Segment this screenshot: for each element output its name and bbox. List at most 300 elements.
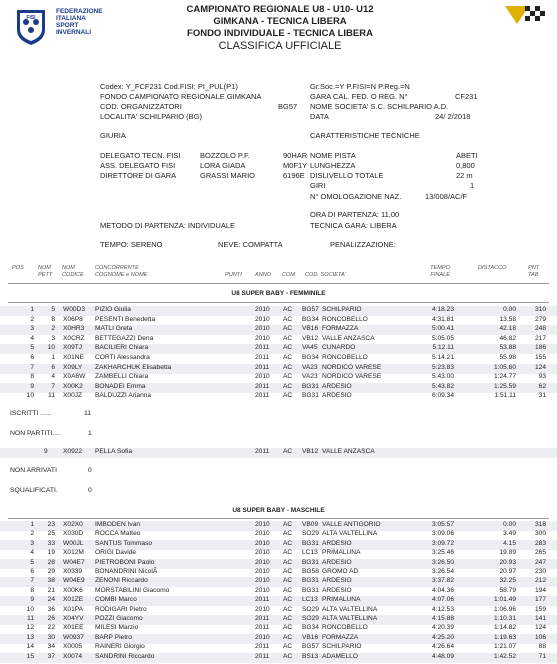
cell-name: BACILIERI Chiara <box>95 344 149 352</box>
col-societa: COD. SOCIETA' <box>305 272 346 278</box>
cell-soc-code: BG34 <box>302 315 319 323</box>
cell-pos: 6 <box>30 568 34 575</box>
cell-pett: 30 <box>47 633 55 641</box>
cell-distacco: 53.88 <box>499 344 516 352</box>
cell-pos: 5 <box>30 344 34 352</box>
cell-pos: 2 <box>30 315 34 323</box>
cell-codice: X01EE <box>63 624 84 632</box>
delegato-name: BOZZOLO P.F. <box>200 151 250 160</box>
cell-distacco: 1:21.07 <box>494 643 516 651</box>
cell-pett: 21 <box>47 586 55 594</box>
cell-distacco: 42.18 <box>499 325 516 333</box>
cell-anno: 2011 <box>255 596 270 604</box>
cell-tempo: 5:43.82 <box>432 382 454 390</box>
cell-codice: X01NE <box>63 354 84 361</box>
cell-pos: 9 <box>30 596 34 604</box>
cell-com: AC <box>283 392 293 400</box>
logo-text: FISI <box>26 15 36 21</box>
tempo-meteo: TEMPO: SERENO <box>100 240 163 249</box>
direttore-code: 6196E <box>283 171 305 180</box>
tecnica-gara: TECNICA GARA: LIBERA <box>310 221 397 230</box>
cell-pos: 2 <box>30 530 34 538</box>
cell-pnt: 212 <box>534 577 546 585</box>
cell-com: AC <box>283 596 293 604</box>
cell-anno: 2010 <box>255 568 270 575</box>
cell-anno: 2011 <box>255 382 270 390</box>
cell-soc-code: VA23 <box>302 363 318 371</box>
cell-anno: 2011 <box>255 344 270 352</box>
giuria: GIURIA <box>100 131 126 140</box>
cell-pett: 2 <box>51 325 55 333</box>
cell-com: AC <box>283 624 293 632</box>
cell-codice: X01PA <box>63 605 84 613</box>
cell-soc-name: CUNARDO <box>322 344 356 352</box>
cell-anno: 2010 <box>255 334 270 342</box>
cell-name: RODIGARI Pietro <box>95 605 147 613</box>
delegato-code: 90HAR <box>283 151 308 160</box>
cell-anno: 2011 <box>255 363 270 371</box>
cell-soc-code: BG34 <box>302 624 319 632</box>
table-row <box>0 354 557 364</box>
cell-pnt: 71 <box>538 652 546 660</box>
cell-soc-code: VA45 <box>302 344 318 352</box>
cell-pnt: 124 <box>534 363 546 371</box>
cell-anno: 2011 <box>255 624 270 632</box>
cell-tempo: 3:26.50 <box>432 558 454 566</box>
cell-pnt: 248 <box>534 325 546 333</box>
cod-org-value: BG57 <box>278 102 298 111</box>
cell-pnt: 217 <box>534 334 546 342</box>
cell-name: ORIGI Davide <box>95 549 137 557</box>
cell-soc-code: VB16 <box>302 633 319 641</box>
cell-distacco: 1:42.52 <box>494 652 516 660</box>
cell-soc-code: VA23 <box>302 373 318 381</box>
cell-name: PIZIO Giulia <box>95 306 131 313</box>
cell-name: PESENTI Benedetta <box>95 315 156 323</box>
cell-anno: 2010 <box>255 373 270 381</box>
giri-label: GIRI <box>310 181 326 190</box>
cell-distacco: 1:05.60 <box>494 363 516 371</box>
cell-soc-code: BG31 <box>302 577 319 585</box>
cell-tempo: 5:43.00 <box>432 373 454 381</box>
cell-pett: 1 <box>51 354 55 361</box>
cell-soc-name: RONCOBELLO <box>322 315 368 323</box>
dislivello-value: 22 m <box>456 171 473 180</box>
cell-name: SANTUS Tommaso <box>95 539 153 547</box>
cell-name: RAINERI Giorgio <box>95 643 145 651</box>
neve: NEVE: COMPATTA <box>218 240 283 249</box>
cell-distacco: 3.49 <box>503 530 516 538</box>
cell-pnt: 194 <box>534 586 546 594</box>
cell-tempo: 6:09.34 <box>432 392 454 400</box>
cell-soc-name: ALTA VALTELLINA <box>322 615 378 622</box>
cell-anno: 2010 <box>255 577 270 585</box>
cell-soc-name: ARDESIO <box>322 586 352 594</box>
cell-pos: 9 <box>30 382 34 390</box>
cell-distacco: 1:24.77 <box>494 373 516 381</box>
iscritti-value: 11 <box>84 410 92 417</box>
cell-com: AC <box>283 530 293 538</box>
cell-anno: 2010 <box>255 633 270 641</box>
cell-pos: 10 <box>26 392 34 400</box>
cell-com: AC <box>283 577 293 585</box>
cell-distacco: 1:10.31 <box>494 615 516 622</box>
ass-delegato-label: ASS. DELEGATO FISI <box>100 161 176 170</box>
cell-soc-name: GROMO AD <box>322 568 359 575</box>
cell-name: COMBI Marco <box>95 596 137 604</box>
cell-pett: 24 <box>47 596 55 604</box>
cell-codice: X00K2 <box>63 382 83 390</box>
cell-com: AC <box>283 643 293 651</box>
cell-pett: 28 <box>47 558 55 566</box>
cell-pett: 37 <box>47 652 55 660</box>
cell-pett: 33 <box>47 539 55 547</box>
cell-soc-code: BG31 <box>302 382 319 390</box>
title-line-3: FONDO INDIVIDUALE - TECNICA LIBERA <box>187 28 373 39</box>
cell-soc-code: BS13 <box>302 652 319 660</box>
nome-pista-value: ABETI <box>456 151 478 160</box>
cell-com: AC <box>283 539 293 547</box>
cell-com: AC <box>283 652 293 660</box>
cell-com: AC <box>283 568 293 575</box>
cell-distacco: 1:25.59 <box>494 382 516 390</box>
cell-pett: 5 <box>51 306 55 313</box>
cell-soc-name: FORMAZZA <box>322 633 359 641</box>
cell-tempo: 4:48.09 <box>432 652 454 660</box>
cell-tempo: 3:37.82 <box>432 577 454 585</box>
cell-pett: 7 <box>51 382 55 390</box>
cell-codice: W00D3 <box>63 306 85 313</box>
cell-pos: 14 <box>26 643 34 651</box>
cell-pett: 4 <box>51 373 55 381</box>
cell-pnt: 31 <box>538 392 546 400</box>
table-row <box>0 316 557 326</box>
col-com: COM <box>282 272 296 278</box>
nome-societa: NOME SOCIETA' S.C. SCHILPARIO A.D. <box>310 102 449 111</box>
cell-codice: X00JZ <box>63 392 83 400</box>
cell-anno: 2010 <box>255 549 270 557</box>
delegato-label: DELEGATO TECN. FISI <box>100 151 181 160</box>
cell-distacco: 20.93 <box>499 558 516 566</box>
cell-pnt: 88 <box>538 643 546 651</box>
non-partiti-row: 9 X0922 PELLA Sofia 2011 AC VB12 VALLE ANZASCA <box>0 448 557 458</box>
cell-anno: 2010 <box>255 521 270 528</box>
cell-distacco: 58.79 <box>499 586 516 594</box>
cell-tempo: 4:26.64 <box>432 643 454 651</box>
data-label: DATA <box>310 112 329 121</box>
cell-pnt: 159 <box>534 605 546 613</box>
cell-distacco: 20.97 <box>499 568 516 575</box>
non-partiti-label: NON PARTITI.... <box>10 430 60 437</box>
col-pos: POS <box>12 265 24 271</box>
cell-soc-code: BG31 <box>302 392 319 400</box>
cell-pos: 4 <box>30 549 34 557</box>
cell-name: SANDRINI Riccardo <box>95 652 155 660</box>
gara-value: CF231 <box>455 92 478 101</box>
cell-pnt: 106 <box>534 633 546 641</box>
cell-codice: X02X0 <box>63 521 83 528</box>
cell-pnt: 124 <box>534 624 546 632</box>
cell-soc-code: BG57 <box>302 643 319 651</box>
cell-soc-code: LC13 <box>302 596 318 604</box>
cell-com: AC <box>283 382 293 390</box>
cell-codice: X0A6W <box>63 373 86 381</box>
cod-org-label: COD. ORGANIZZATORI <box>100 102 182 111</box>
cell-soc-name: ARDESIO <box>322 577 352 585</box>
cell-pos: 10 <box>26 605 34 613</box>
cell-com: AC <box>283 334 293 342</box>
cell-pnt: 247 <box>534 558 546 566</box>
table-row <box>0 306 557 316</box>
cell-pett: 38 <box>47 577 55 585</box>
table-row <box>0 383 557 393</box>
cell-pett: 26 <box>47 615 55 622</box>
section-title-maschile: U8 SUPER BABY - MASCHILE <box>232 507 325 514</box>
cell-name: MILESI Marzio <box>95 624 139 632</box>
cell-soc-name: PRIMALUNA <box>322 596 361 604</box>
cell-soc-name: VALLE ANZASCA <box>322 334 375 342</box>
header-divider <box>8 283 549 284</box>
col-concorrente: CONCORRENTE COGNOME e NOME <box>95 265 148 278</box>
cell-tempo: 5:12.11 <box>432 344 454 352</box>
cell-pnt: 177 <box>534 596 546 604</box>
dislivello-label: DISLIVELLO TOTALE <box>310 171 384 180</box>
cell-distacco: 1:06.96 <box>494 605 516 613</box>
cell-name: POZZI Giacomo <box>95 615 143 622</box>
cell-com: AC <box>283 633 293 641</box>
col-anno: ANNO <box>255 272 272 278</box>
cell-name: BETTEGAZZI Dena <box>95 334 154 342</box>
table-row <box>0 373 557 383</box>
caratteristiche: CARATTERISTICHE TECNICHE <box>310 131 420 140</box>
cell-tempo: 5:14.21 <box>432 354 454 361</box>
cell-tempo: 4:12.53 <box>432 605 454 613</box>
cell-com: AC <box>283 521 293 528</box>
cell-com: AC <box>283 325 293 333</box>
checkered-flag-icon <box>503 4 547 26</box>
cell-soc-name: ADAMELLO <box>322 652 358 660</box>
cell-soc-name: SCHILPARIO <box>322 643 362 651</box>
cell-anno: 2010 <box>255 315 270 323</box>
table-row <box>0 364 557 374</box>
cell-pett: 8 <box>51 315 55 323</box>
cell-pos: 6 <box>30 354 34 361</box>
cell-pnt: 279 <box>534 315 546 323</box>
cell-soc-code: BG31 <box>302 539 319 547</box>
non-partiti-value: 1 <box>88 430 92 437</box>
cell-pos: 8 <box>30 373 34 381</box>
cell-distacco: 1:14.82 <box>494 624 516 632</box>
cell-anno: 2010 <box>255 530 270 538</box>
fisi-logo <box>14 8 48 46</box>
col-punti: PUNTI <box>225 272 242 278</box>
table-row <box>0 392 557 402</box>
cell-codice: X09LY <box>63 363 83 371</box>
cell-soc-name: ARDESIO <box>322 558 352 566</box>
localita: LOCALITA' SCHILPARIO (BG) <box>100 112 203 121</box>
cell-tempo: 5:00.41 <box>432 325 454 333</box>
cell-name: ZENONI Riccardo <box>95 577 148 585</box>
cell-pos: 7 <box>30 577 34 585</box>
ass-delegato-name: LORA GIADA <box>200 161 246 170</box>
cell-pnt: 300 <box>534 530 546 538</box>
cell-soc-name: ALTA VALTELLINA <box>322 530 378 538</box>
cell-name: BARP Pietro <box>95 633 132 641</box>
col-num-pett: NUM PETT <box>38 265 53 278</box>
cell-soc-code: BG58 <box>302 568 319 575</box>
col-distacco: DISTACCO <box>478 265 507 271</box>
cell-tempo: 3:05.57 <box>432 521 454 528</box>
cell-soc-name: NORDICO VARESE <box>322 373 382 381</box>
gara-label: GARA CAL. FED. O REG. N° <box>310 92 408 101</box>
cell-codice: X012M <box>63 549 84 557</box>
squalificati-label: SQUALIFICATI. <box>10 487 58 494</box>
cell-codice: W0937 <box>63 633 84 641</box>
title-line-4: CLASSIFICA UFFICIALE <box>218 40 342 52</box>
cell-soc-code: BG31 <box>302 586 319 594</box>
cell-pnt: 186 <box>534 344 546 352</box>
table-row <box>0 335 557 345</box>
cell-codice: X0074 <box>63 652 83 660</box>
cell-anno: 2011 <box>255 652 270 660</box>
cell-distacco: 0.00 <box>503 521 516 528</box>
cell-codice: X06P8 <box>63 315 83 323</box>
cell-pett: 23 <box>47 521 55 528</box>
cell-distacco: 55.98 <box>499 354 516 361</box>
fondo: FONDO CAMPIONATO REGIONALE GIMKANA <box>100 92 262 101</box>
cell-com: AC <box>283 558 293 566</box>
section-title-femminile: U8 SUPER BABY - FEMMINILE <box>231 290 326 297</box>
iscritti-label: ISCRITTI ...... <box>10 410 52 417</box>
cell-anno: 2010 <box>255 558 270 566</box>
cell-com: AC <box>283 586 293 594</box>
cell-pos: 5 <box>30 558 34 566</box>
cell-anno: 2010 <box>255 306 270 313</box>
cell-soc-name: SCHILPARIO <box>322 306 362 313</box>
cell-soc-code: SO29 <box>302 605 319 613</box>
omologazione-label: N° OMOLOGAZIONE NAZ. <box>310 192 402 201</box>
title-line-1: CAMPIONATO REGIONALE U8 - U10- U12 <box>186 4 374 15</box>
cell-distacco: 1:51.11 <box>494 392 516 400</box>
direttore-label: DIRETTORE DI GARA <box>100 171 177 180</box>
squalificati-value: 0 <box>88 487 92 494</box>
gr-soc: Gr.Soc.=Y P.FISI=N P.Reg.=N <box>310 82 410 91</box>
cell-soc-code: VB12 <box>302 334 319 342</box>
cell-pos: 3 <box>30 539 34 547</box>
cell-anno: 2011 <box>255 615 270 622</box>
cell-distacco: 0.00 <box>503 306 516 313</box>
metodo-partenza: METODO DI PARTENZA: INDIVIDUALE <box>100 221 236 230</box>
cell-pett: 29 <box>47 568 55 575</box>
cell-pnt: 93 <box>538 373 546 381</box>
cell-pnt: 310 <box>534 306 546 313</box>
cell-distacco: 13.58 <box>499 315 516 323</box>
cell-pos: 1 <box>30 521 34 528</box>
cell-pos: 3 <box>30 325 34 333</box>
giri-value: 1 <box>470 181 475 190</box>
cell-soc-name: RONCOBELLO <box>322 624 368 632</box>
section-divider-maschile <box>8 518 549 519</box>
cell-com: AC <box>283 354 293 361</box>
cell-anno: 2011 <box>255 392 270 400</box>
cell-com: AC <box>283 373 293 381</box>
table-row <box>0 344 557 354</box>
cell-pnt: 141 <box>534 615 546 622</box>
cell-soc-name: ARDESIO <box>322 382 352 390</box>
cell-name: IMBODEN Ivan <box>95 521 141 528</box>
col-pnt-tab: PNT TAB <box>528 265 540 278</box>
penalizzazione: PENALIZZAZIONE: <box>330 240 396 249</box>
cell-pnt: 155 <box>534 354 546 361</box>
cell-tempo: 5:23.83 <box>432 363 454 371</box>
cell-anno: 2011 <box>255 354 270 361</box>
cell-name: ZAMBELLI Chiara <box>95 373 149 381</box>
cell-soc-name: NORDICO VARESE <box>322 363 382 371</box>
cell-codice: W00JL <box>63 539 84 547</box>
cell-tempo: 5:05.05 <box>432 334 454 342</box>
cell-pnt: 318 <box>534 521 546 528</box>
cell-pos: 1 <box>30 306 34 313</box>
codex: Codex: Y_FCF231 Cod.FISI: PI_PUL(P1) <box>100 82 238 91</box>
ass-delegato-code: M0F1Y <box>283 161 308 170</box>
cell-soc-name: ARDESIO <box>322 539 352 547</box>
col-num-codice: NUM CODICE <box>62 265 84 278</box>
cell-soc-code: BG57 <box>302 306 319 313</box>
cell-name: ZAKHARCHUK Elisabetta <box>95 363 172 371</box>
cell-tempo: 4:04.36 <box>432 586 454 594</box>
cell-distacco: 32.25 <box>499 577 516 585</box>
cell-pos: 8 <box>30 586 34 594</box>
cell-soc-code: BG31 <box>302 558 319 566</box>
cell-distacco: 4.15 <box>503 539 516 547</box>
cell-soc-code: BG34 <box>302 354 319 361</box>
cell-codice: X00K6 <box>63 586 83 594</box>
cell-tempo: 4:20.39 <box>432 624 454 632</box>
cell-pett: 36 <box>47 605 55 613</box>
cell-soc-code: LC13 <box>302 549 318 557</box>
table-row <box>0 653 557 663</box>
non-arrivati-value: 0 <box>88 467 92 474</box>
cell-pett: 25 <box>47 530 55 538</box>
cell-soc-code: SO29 <box>302 530 319 538</box>
cell-tempo: 3:09.72 <box>432 539 454 547</box>
cell-com: AC <box>283 605 293 613</box>
cell-soc-name: RONCOBELLO <box>322 354 368 361</box>
cell-com: AC <box>283 615 293 622</box>
cell-codice: X09TJ <box>63 344 83 352</box>
cell-anno: 2011 <box>255 643 270 651</box>
cell-soc-name: ALTA VALTELLINA <box>322 605 378 613</box>
cell-tempo: 4:25.20 <box>432 633 454 641</box>
cell-pos: 15 <box>26 652 34 660</box>
cell-name: ROCCA Matteo <box>95 530 141 538</box>
cell-soc-name: FORMAZZA <box>322 325 359 333</box>
cell-pett: 11 <box>48 392 55 400</box>
ora-partenza: ORA DI PARTENZA: 11,00 <box>310 210 400 219</box>
cell-com: AC <box>283 315 293 323</box>
cell-anno: 2010 <box>255 325 270 333</box>
cell-name: BONADEI Emma <box>95 382 146 390</box>
cell-tempo: 4:15.88 <box>432 615 454 622</box>
cell-pos: 7 <box>30 363 34 371</box>
cell-soc-code: VB09 <box>302 521 319 528</box>
table-row <box>0 325 557 335</box>
cell-anno: 2010 <box>255 586 270 594</box>
cell-pett: 22 <box>47 624 55 632</box>
col-tempo: TEMPO FINALE <box>430 265 450 278</box>
cell-name: MATLI Greta <box>95 325 133 333</box>
cell-pett: 34 <box>47 643 55 651</box>
